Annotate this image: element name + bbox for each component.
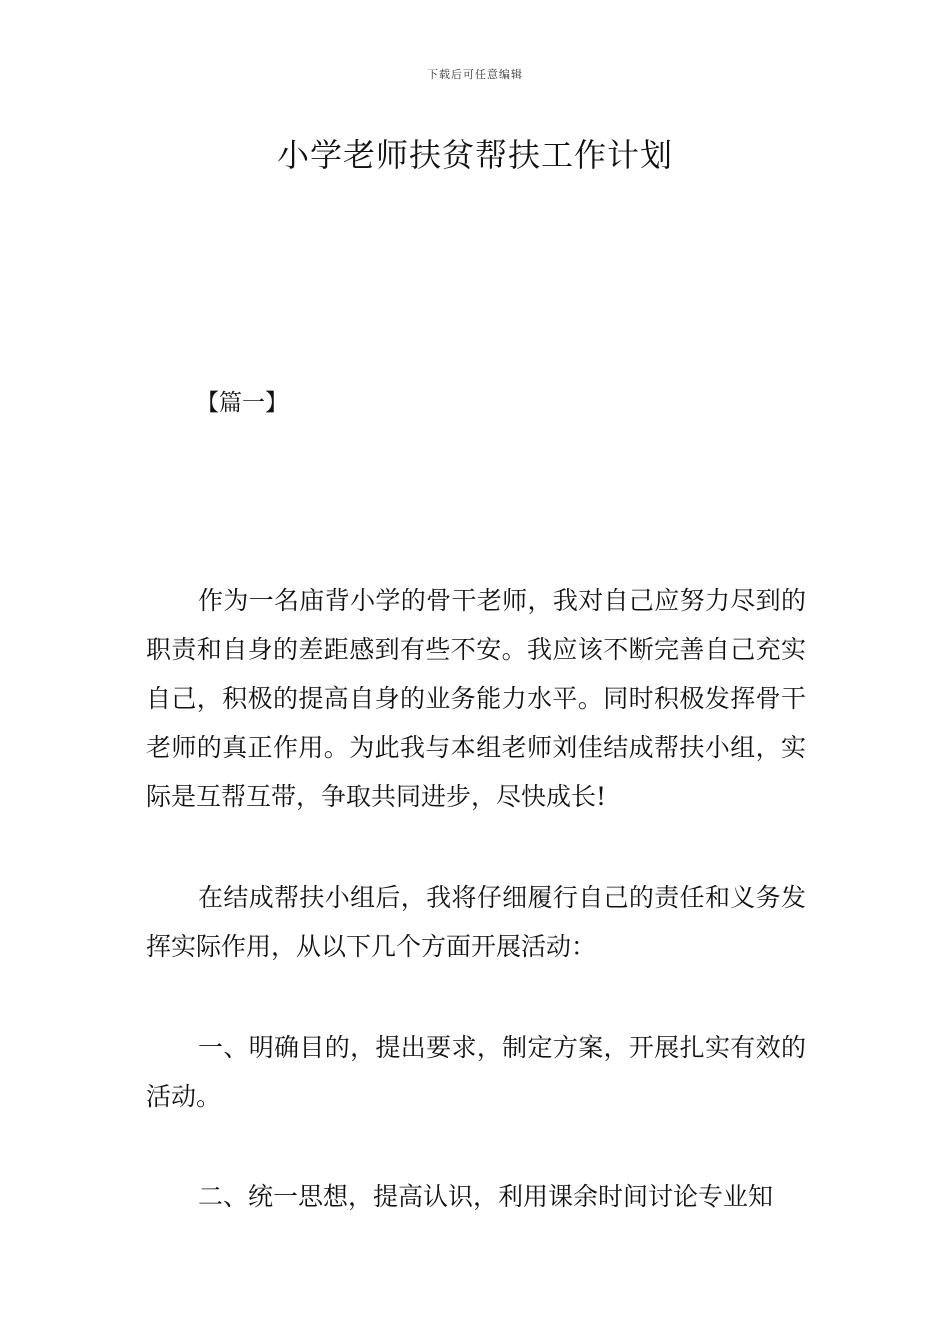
paragraph-2-text: 在结成帮扶小组后，我将仔细履行自己的责任和义务发挥实际作用，从以下几个方面开展活动：	[146, 883, 806, 961]
paragraph-3	[146, 1023, 806, 1121]
paragraph-4	[146, 1172, 806, 1221]
document-title: 小学老师扶贫帮扶工作计划	[276, 136, 673, 174]
paragraph-1-text: 作为一名庙背小学的骨干老师，我对自己应努力尽到的职责和自身的差距感到有些不安。我应该不断完善自己充实自己，积极的提高自身的业务能力水平。同时积极发挥骨干老师的真正作用。为此我与本组老师刘佳结成帮扶小组，实际是互帮互带，争取共同进步，尽快成长!	[146, 586, 806, 811]
paragraph-4-text: 二、统一思想，提高认识，利用课余时间讨论专业知	[198, 1182, 774, 1211]
paragraph-2	[146, 873, 806, 971]
paragraph-3-text: 一、明确目的，提出要求，制定方案，开展扎实有效的活动。	[146, 1033, 806, 1111]
header-note: 下载后可任意编辑	[427, 68, 523, 81]
paragraph-1	[146, 576, 806, 821]
section-label: 【篇一】	[196, 390, 288, 416]
